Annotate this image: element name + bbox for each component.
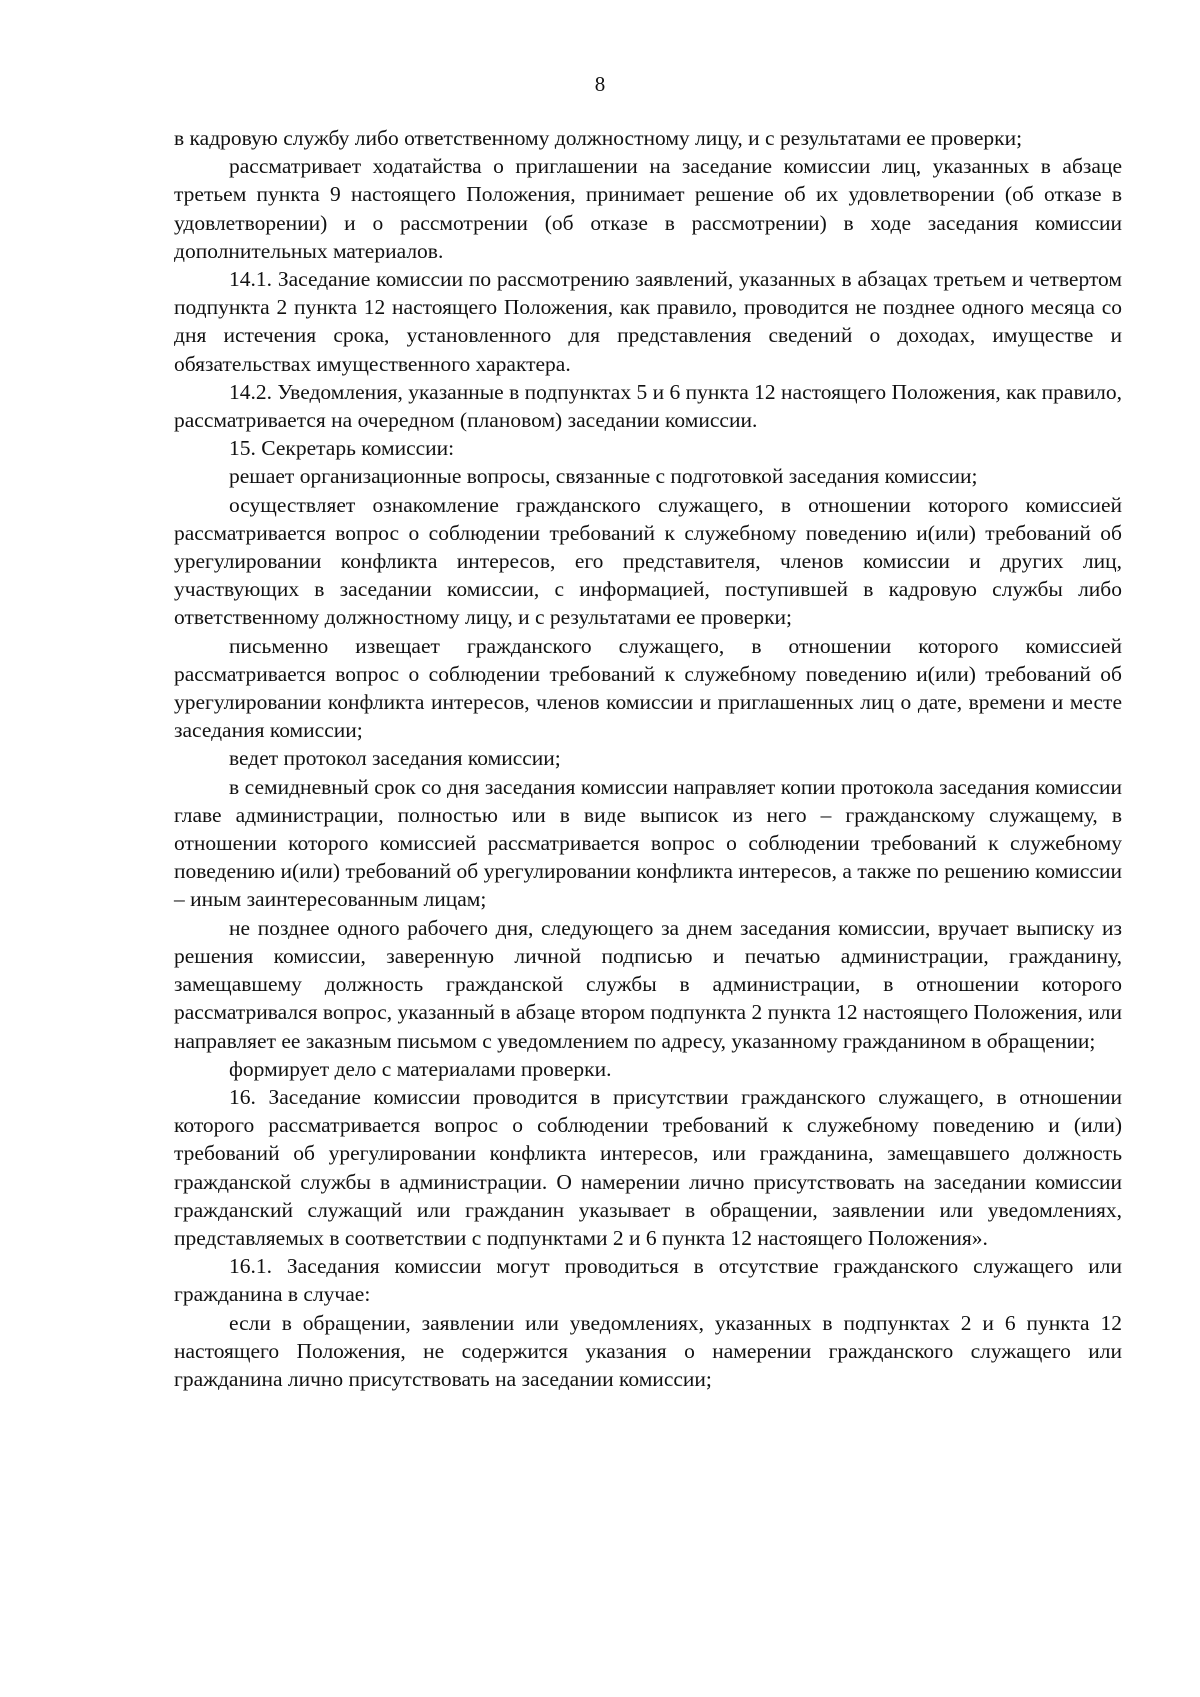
paragraph: ведет протокол заседания комиссии;	[229, 746, 561, 771]
document-body	[174, 124, 1122, 1393]
paragraph: если в обращении, заявлении или уведомлениях, указанных в подпунктах 2 и 6 пункта 12 настоящего Положения, не содержится указания о намерении гражданского служащего или гражданина лично присутствовать на заседании комиссии;	[174, 1310, 1122, 1391]
paragraph: 16.1. Заседания комиссии могут проводиться в отсутствие гражданского служащего или гражданина в случае:	[174, 1254, 1122, 1307]
paragraph: 15. Секретарь комиссии:	[229, 436, 455, 461]
page-number: 8	[594, 72, 606, 96]
paragraph: формирует дело с материалами проверки.	[229, 1056, 612, 1081]
paragraph: осуществляет ознакомление гражданского служащего, в отношении которого комиссией рассматривается вопрос о соблюдении требований к служебному поведению и(или) требований об урегулировании конфликта интересов, его представителя, членов комиссии и других лиц, участвующих в заседании комиссии, с информацией, поступившей в кадровую службы либо ответственному должностному лицу, и с результатами ее проверки;	[174, 492, 1122, 630]
paragraph: письменно извещает гражданского служащего, в отношении которого комиссией рассматривается вопрос о соблюдении требований к служебному поведению и(или) требований об урегулировании конфликта интересов, членов комиссии и приглашенных лиц о дате, времени и месте заседания комиссии;	[174, 633, 1122, 743]
paragraph: в семидневный срок со дня заседания комиссии направляет копии протокола заседания комиссии главе администрации, полностью или в виде выписок из него – гражданскому служащему, в отношении которого комиссией рассматривается вопрос о соблюдении требований к служебному поведению и(или) требований об урегулировании конфликта интересов, а также по решению комиссии – иным заинтересованным лицам;	[174, 774, 1122, 912]
paragraph: 16. Заседание комиссии проводится в присутствии гражданского служащего, в отношении которого рассматривается вопрос о соблюдении требований к служебному поведению и (или) требований об урегулировании конфликта интересов, или гражданина, замещавшего должность гражданской службы в администрации. О намерении лично присутствовать на заседании комиссии гражданский служащий или гражданин указывает в обращении, заявлении или уведомлениях, представляемых в соответствии с подпунктами 2 и 6 пункта 12 настоящего Положения».	[174, 1084, 1122, 1250]
paragraph: решает организационные вопросы, связанные с подготовкой заседания комиссии;	[229, 464, 978, 489]
paragraph: рассматривает ходатайства о приглашении на заседание комиссии лиц, указанных в абзаце третьем пункта 9 настоящего Положения, принимает решение об их удовлетворении (об отказе в удовлетворении) и о рассмотрении (об отказе в рассмотрении) в ходе заседания комиссии дополнительных материалов.	[174, 154, 1122, 263]
paragraph: в кадровую службу либо ответственному должностному лицу, и с результатами ее проверки;	[174, 126, 1023, 150]
paragraph: 14.1. Заседание комиссии по рассмотрению заявлений, указанных в абзацах третьем и четвертом подпункта 2 пункта 12 настоящего Положения, как правило, проводится не позднее одного месяца со дня истечения срока, установленного для представления сведений о доходах, имуществе и обязательствах имущественного характера.	[174, 267, 1122, 376]
paragraph: 14.2. Уведомления, указанные в подпунктах 5 и 6 пункта 12 настоящего Положения, как правило, рассматривается на очередном (плановом) заседании комиссии.	[174, 379, 1122, 433]
paragraph: не позднее одного рабочего дня, следующего за днем заседания комиссии, вручает выписку из решения комиссии, заверенную личной подписью и печатью администрации, гражданину, замещавшему должность гражданской службы в администрации, в отношении которого рассматривался вопрос, указанный в абзаце втором подпункта 2 пункта 12 настоящего Положения, или направляет ее заказным письмом с уведомлением по адресу, указанному гражданином в обращении;	[174, 915, 1122, 1053]
